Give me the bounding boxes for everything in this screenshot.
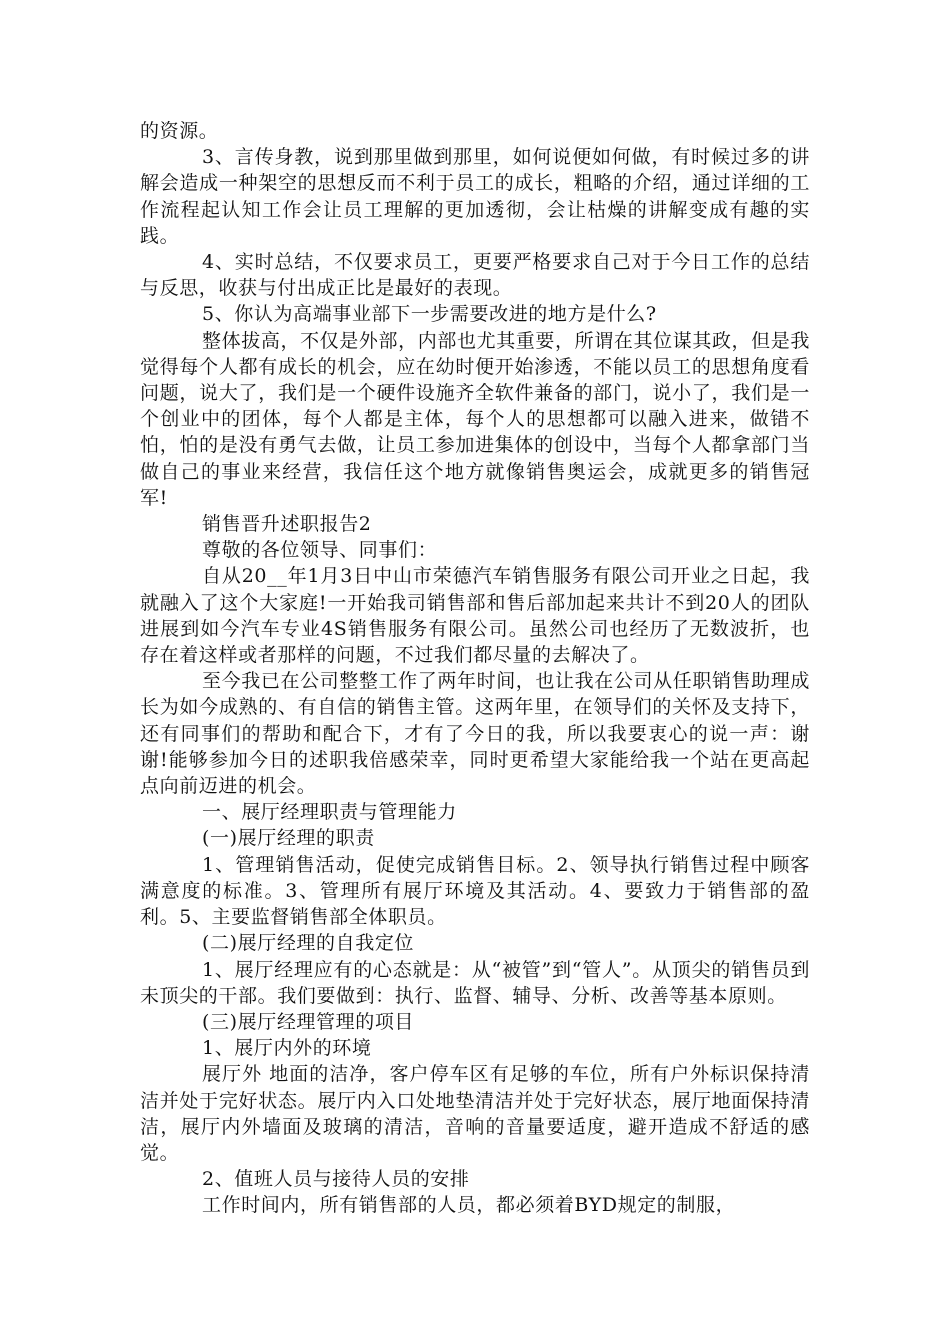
paragraph: 3、言传身教，说到那里做到那里，如何说便如何做，有时候过多的讲解会造成一种架空的思想反而不利于员工的成长，粗略的介绍，通过详细的工作流程起认知工作会让员工理解的更加透彻，会让枯燥的讲解变成有趣的实践。 xyxy=(140,146,810,247)
paragraph: 1、展厅经理应有的心态就是：从“被管”到“管人”。从顶尖的销售员到未顶尖的干部。我们要做到：执行、监督、辅导、分析、改善等基本原则。 xyxy=(140,958,810,1007)
section-heading: 一、展厅经理职责与管理能力 xyxy=(202,801,457,824)
subsection-heading: (一)展厅经理的职责 xyxy=(202,827,375,850)
item-heading: 2、值班人员与接待人员的安排 xyxy=(202,1168,470,1191)
paragraph: 自从20__年1月3日中山市荣德汽车销售服务有限公司开业之日起，我就融入了这个大家庭!一开始我司销售部和售后部加起来共计不到20人的团队进展到如今汽车专业4S销售服务有限公司。虽然公司也经历了无数波折，也存在着这样或者那样的问题，不过我们都尽量的去解决了。 xyxy=(140,565,810,667)
paragraph: 展厅外 地面的洁净，客户停车区有足够的车位，所有户外标识保持清洁并处于完好状态。展厅内入口处地垫清洁并处于完好状态，展厅地面保持清洁，展厅内外墙面及玻璃的清洁，音响的音量要适度，避开造成不舒适的感觉。 xyxy=(140,1063,810,1164)
document-page xyxy=(140,118,810,1219)
subsection-heading: (二)展厅经理的自我定位 xyxy=(202,932,415,955)
salutation: 尊敬的各位领导、同事们： xyxy=(202,539,438,562)
paragraph: 至今我已在公司整整工作了两年时间，也让我在公司从任职销售助理成长为如今成熟的、有自信的销售主管。这两年里，在领导们的关怀及支持下，还有同事们的帮助和配合下，才有了今日的我，所以我要衷心的说一声：谢谢!能够参加今日的述职我倍感荣幸，同时更希望大家能给我一个站在更高起点向前迈进的机会。 xyxy=(140,670,810,798)
paragraph: 工作时间内，所有销售部的人员，都必须着BYD规定的制服， xyxy=(202,1194,736,1217)
paragraph: 4、实时总结，不仅要求员工，更要严格要求自己对于今日工作的总结与反思，收获与付出成正比是最好的表现。 xyxy=(140,251,810,300)
subsection-heading: (三)展厅经理管理的项目 xyxy=(202,1010,415,1033)
section-question: 5、你认为高端事业部下一步需要改进的地方是什么? xyxy=(202,303,657,326)
paragraph: 整体拔高，不仅是外部，内部也尤其重要，所谓在其位谋其政，但是我觉得每个人都有成长的机会，应在幼时便开始渗透，不能以员工的思想角度看问题，说大了，我们是一个硬件设施齐全软件兼备的部门，说小了，我们是一个创业中的团体，每个人都是主体，每个人的思想都可以融入进来，做错不怕，怕的是没有勇气去做，让员工参加进集体的创设中，当每个人都拿部门当做自己的事业来经营，我信任这个地方就像销售奥运会，成就更多的销售冠军! xyxy=(140,329,810,509)
item-heading: 1、展厅内外的环境 xyxy=(202,1037,372,1060)
paragraph: 1、管理销售活动，促使完成销售目标。2、领导执行销售过程中顾客满意度的标准。3、管理所有展厅环境及其活动。4、要致力于销售部的盈利。5、主要监督销售部全体职员。 xyxy=(140,853,810,929)
report-title: 销售晋升述职报告2 xyxy=(202,513,372,536)
paragraph: 的资源。 xyxy=(140,120,219,142)
